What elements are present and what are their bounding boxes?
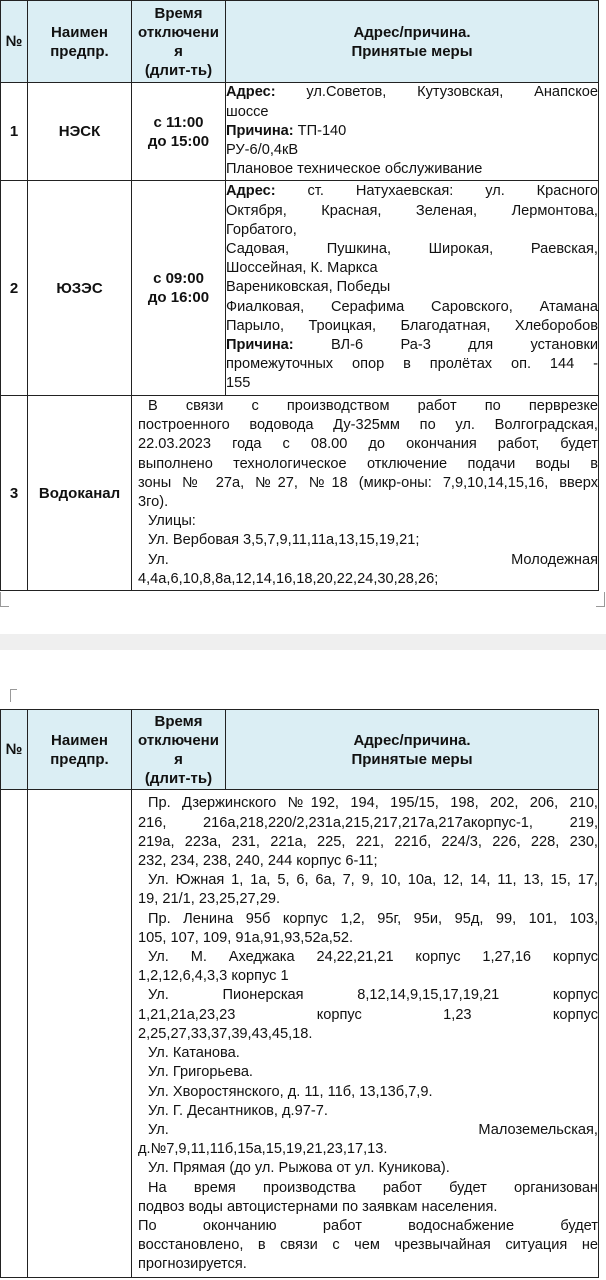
row-org-empty bbox=[28, 790, 132, 1278]
row-time: с 11:00 до 15:00 bbox=[132, 83, 226, 181]
page-corner-mark bbox=[10, 689, 17, 702]
header-org: Наимен предпр. bbox=[28, 1, 132, 83]
outage-table bbox=[0, 0, 599, 591]
table-header-row bbox=[1, 710, 599, 790]
row-description: В связи с производством работ по перврезке построенного водовода Ду-325мм по ул. Волгоградская, 22.03.2023 года с 08.00 до окончания работ, будет выполнено технологическое отключение подачи воды в зоны № 27а, №27, №18 (микр-оны: 7,9,10,14,15,16, вверх 3го). Улицы: Ул. Вербовая 3,5,7,9,11,11а,13,15,19,21; Ул. Молодежная 4,4а,6,10,8,8а,12,14,16,18,20,22,24,30,28,26; bbox=[132, 396, 599, 591]
outage-table-continued bbox=[0, 709, 599, 1278]
header-num: № bbox=[1, 1, 28, 83]
header-time: Время отключени я (длит-ть) bbox=[132, 1, 226, 83]
table-row bbox=[1, 181, 599, 396]
table-row bbox=[1, 396, 599, 591]
document-page-1 bbox=[0, 0, 606, 612]
page-separator bbox=[0, 612, 606, 685]
row-org: НЭСК bbox=[28, 83, 132, 181]
row-description: Адрес: ст. Натухаевская: ул. Красного Октября, Красная, Зеленая, Лермонтова, Горбатого, Садовая, Пушкина, Широкая, Раевская, Шоссейная, К. Маркса Варениковская, Победы Фиалковая, Серафима Саровского, Атамана Парыло, Троицкая, Благодатная, Хлеборобов Причина: ВЛ-6 Ра-3 для установки промежуточных опор в пролётах оп. 144 - 155 bbox=[226, 181, 599, 396]
header-org: Наимен предпр. bbox=[28, 710, 132, 790]
row-num-empty bbox=[1, 790, 28, 1278]
row-num: 1 bbox=[1, 83, 28, 181]
row-org: Водоканал bbox=[28, 396, 132, 591]
header-address: Адрес/причина. Принятые меры bbox=[226, 710, 599, 790]
header-time: Время отключени я (длит-ть) bbox=[132, 710, 226, 790]
row-num: 2 bbox=[1, 181, 28, 396]
header-num: № bbox=[1, 710, 28, 790]
table-header-row bbox=[1, 1, 599, 83]
header-address: Адрес/причина. Принятые меры bbox=[226, 1, 599, 83]
table-row bbox=[1, 790, 599, 1278]
row-num: 3 bbox=[1, 396, 28, 591]
row-org: ЮЗЭС bbox=[28, 181, 132, 396]
table-row bbox=[1, 83, 599, 181]
document-page-2 bbox=[0, 685, 606, 1280]
page-corner-mark bbox=[0, 592, 9, 607]
page-corner-mark bbox=[596, 592, 605, 607]
row-time: с 09:00 до 16:00 bbox=[132, 181, 226, 396]
row-description: Адрес: ул.Советов, Кутузовская, Анапское шоссе Причина: ТП-140 РУ-6/0,4кВ Плановое техническое обслуживание bbox=[226, 83, 599, 181]
row-description-continued: Пр. Дзержинского №192, 194, 195/15, 198, 202, 206, 210, 216, 216а,218,220/2,231а,215,217,217а,217акорпус-1, 219, 219а, 223а, 231, 221а, 225, 221, 221б, 224/3, 226, 228, 230, 232, 234, 238, 240, 244 корпус 6-11; Ул. Южная 1, 1а, 5, 6, 6а, 7, 9, 10, 10а, 12, 14, 11, 13, 15, 17, 19, 21/1, 23,25,27,29. Пр. Ленина 95б корпус 1,2, 95г, 95и, 95д, 99, 101, 103, 105, 107, 109, 91а,91,93,52а,52. Ул. М. Ахеджака 24,22,21,21 корпус 1,27,16 корпус 1,2,12,6,4,3,3 корпус 1 Ул. Пионерская 8,12,14,9,15,17,19,21 корпус 1,21,21а,23,23 корпус 1,23 корпус 2,25,27,33,37,39,43,45,18. Ул. Катанова. Ул. Григорьева. Ул. Хворостянского, д. 11, 11б, 13,13б,7,9. Ул. Г. Десантников, д.97-7. Ул. Малоземельская, д.№7,9,11,11б,15а,15,19,21,23,17,13. Ул. Прямая (до ул. Рыжова от ул. Куникова). На время производства работ будет организован подвоз воды автоцистернами по заявкам населения. По окончанию работ водоснабжение будет восстановлено, в связи с чем чрезвычайная ситуация не прогнозируется. bbox=[132, 790, 599, 1278]
